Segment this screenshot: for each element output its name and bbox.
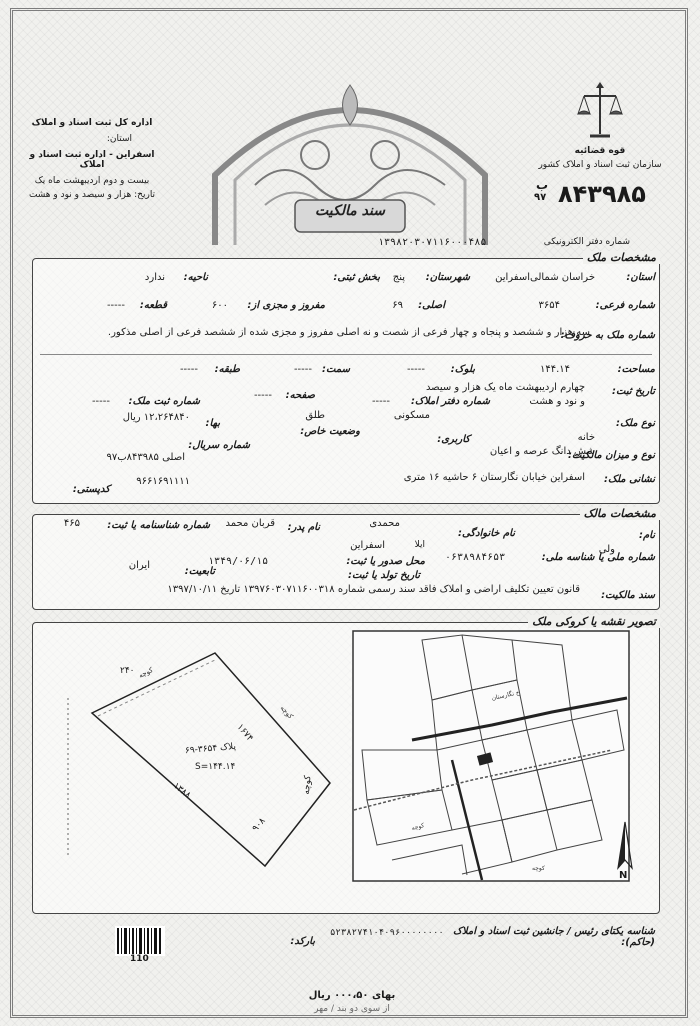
main-label: اصلی: xyxy=(418,300,445,311)
svg-text:کوچه: کوچه xyxy=(410,822,425,832)
north-label: N xyxy=(619,870,628,881)
floor-value: ----- xyxy=(179,364,198,375)
north-arrow-icon xyxy=(612,818,638,878)
unique-id: ۵۲۳۸۲۷۴۱۰۴۰۹۶۰۰۰۰۰۰۰۰ xyxy=(330,928,444,938)
block-label: بلوک: xyxy=(450,364,475,375)
reg-date-value-1: چهارم اردیبهشت ماه یک هزار و سیصد xyxy=(425,382,585,393)
serial-prefix: ب xyxy=(536,178,549,192)
status-label: وضعیت خاص: xyxy=(300,426,360,437)
issue-place-hand: ایلا xyxy=(414,540,425,550)
parcel-label: قطعه: xyxy=(139,300,167,311)
father-label: نام پدر: xyxy=(287,522,320,533)
birth-date-value: ۱۳۴۹/۰۶/۱۵ xyxy=(208,556,269,567)
father-value: قربان محمد xyxy=(225,518,275,529)
price-label: بها: xyxy=(205,418,220,429)
ornament-banner xyxy=(195,55,505,255)
svg-text:کوچه: کوچه xyxy=(278,703,295,721)
property-section-title: مشخصات ملک xyxy=(583,251,660,264)
office-label: شماره دفتر املاک: xyxy=(410,396,490,407)
parcel-plot-label: پلاک ۳۶۵۴-۶۹ xyxy=(184,741,237,757)
header-right-line1: قوه قضائیه xyxy=(574,146,626,156)
header-left-line1: اداره کل ثبت اسناد و املاک xyxy=(31,118,153,128)
separated-label: مفروز و مجزی از: xyxy=(247,300,325,311)
national-label: شماره ملی یا شناسه ملی: xyxy=(541,552,655,563)
banner-title: سند مالکیت xyxy=(315,203,385,219)
district-value: پنج xyxy=(392,272,405,283)
sub-number-label: شماره فرعی: xyxy=(595,300,655,311)
family-label: نام خانوادگی: xyxy=(457,528,515,539)
share-label: نوع و میزان مالکیت: xyxy=(567,450,655,461)
signature-label: شناسه یکتای رئیس / جانشین ثبت اسناد و املاک (حاکم): xyxy=(452,926,655,948)
svg-text:کوچه: کوچه xyxy=(532,865,545,872)
edge-label-4: ۹۰۸ xyxy=(250,816,268,834)
postal-value: ۹۶۶۱۶۹۱۱۱۱ xyxy=(136,476,190,487)
status-value: طلق xyxy=(305,410,325,421)
reg-no-value: ----- xyxy=(91,396,110,407)
barcode-number: 110 xyxy=(130,954,149,964)
area-size-label: مساحت: xyxy=(617,364,655,375)
province-value: خراسان شمالی xyxy=(529,272,595,283)
page-value: ----- xyxy=(253,390,272,401)
street-label: کوچه xyxy=(301,774,314,796)
type-label: نوع ملک: xyxy=(615,418,655,429)
map-section-title: تصویر نقشه یا کروکی ملک xyxy=(528,615,660,628)
property-box xyxy=(32,258,660,504)
document-label: سند مالکیت: xyxy=(601,590,655,601)
birth-id-value: ۴۶۵ xyxy=(63,518,80,529)
address-label: نشانی ملک: xyxy=(604,474,655,485)
serial-label: شماره سریال: xyxy=(188,440,250,451)
province-label: استان: xyxy=(626,272,655,283)
judiciary-emblem-icon xyxy=(570,78,630,142)
edge-label-1: ۲۴۰ xyxy=(120,666,135,676)
svg-text:خ نگارستان: خ نگارستان xyxy=(490,689,521,702)
price-sub: از سوی دو بند / مهر xyxy=(314,1004,390,1014)
svg-text:کوچه: کوچه xyxy=(137,666,155,680)
header-left-date1: بیست و دوم اردیبهشت ماه یک xyxy=(34,176,150,186)
header-left-line2: استان: xyxy=(106,134,132,144)
parcel-value: ----- xyxy=(106,300,125,311)
header-left-line3: اسفراین - اداره ثبت اسناد و املاک xyxy=(29,150,155,170)
sub-number-value: ۳۶۵۴ xyxy=(538,300,560,311)
nationality-label: تابعیت: xyxy=(184,566,215,577)
usage-label: کاربری: xyxy=(437,434,470,445)
edge-label-2: ۱۶۷۴ xyxy=(234,722,255,744)
area-value: ندارد xyxy=(144,272,165,283)
separated-value: ۶۰۰ xyxy=(211,300,228,311)
parcel-sketch xyxy=(40,638,340,888)
reg-date-value-2: و نود و هشت xyxy=(529,396,585,407)
birth-date-label: تاریخ تولد یا ثبت: xyxy=(347,570,420,581)
county-label: شهرستان: xyxy=(425,272,470,283)
electronic-label: شماره دفتر الکترونیکی xyxy=(543,237,630,247)
issue-place-label: محل صدور یا ثبت: xyxy=(346,556,425,567)
area-size-value: ۱۴۴.۱۴ xyxy=(539,364,570,375)
edge-label-3: ۱۳۸۸ xyxy=(170,781,193,801)
birth-id-label: شماره شناسنامه یا ثبت: xyxy=(107,520,210,531)
family-value: محمدی xyxy=(369,518,400,529)
usage-value: مسکونی xyxy=(393,410,430,421)
side-value: ----- xyxy=(293,364,312,375)
price-value: ۱۲،۲۶۴۸۴۰ ریال xyxy=(122,412,190,423)
letters-label: شماره ملک به حروف: xyxy=(560,330,655,341)
owner-section-title: مشخصات مالک xyxy=(580,507,660,520)
share-value: شش دانگ عرصه و اعیان xyxy=(489,446,595,457)
issue-place-value: اسفراین xyxy=(350,540,385,551)
name-label: نام: xyxy=(638,530,655,541)
name-value: ولی xyxy=(598,544,615,555)
county-value: اسفراین xyxy=(495,272,530,283)
page-label: صفحه: xyxy=(285,390,315,401)
header-right-line2: سازمان ثبت اسناد و املاک کشور xyxy=(538,160,662,170)
price-text: بهای ۰۰۰،۵۰ ریال xyxy=(308,990,396,1001)
office-value: ----- xyxy=(371,396,390,407)
nationality-value: ایران xyxy=(128,560,150,571)
electronic-number: ۱۳۹۸۲۰۳۰۷۱۱۶۰۰۰۴۸۵ xyxy=(378,237,487,248)
serial-number: ۸۴۳۹۸۵ xyxy=(558,180,646,208)
postal-label: کدپستی: xyxy=(72,484,110,495)
letters-value: سه هزار و ششصد و پنجاه و چهار فرعی از شصت و نه اصلی مفروز و مجزی شده از ششصد فرعی از اصلی مذکور. xyxy=(107,327,590,338)
block-value: ----- xyxy=(406,364,425,375)
address-value: اسفراین خیابان نگارستان ۶ حاشیه ۱۶ متری xyxy=(403,472,585,483)
side-label: سمت: xyxy=(322,364,350,375)
reg-no-label: شماره ثبت ملک: xyxy=(128,396,200,407)
parcel-area-label: S=۱۴۴.۱۴ xyxy=(195,762,236,772)
national-value: ۰۶۳۸۹۸۴۶۵۳ xyxy=(445,552,506,563)
area-label: ناحیه: xyxy=(183,272,208,283)
location-map xyxy=(352,630,630,882)
main-value: ۶۹ xyxy=(392,300,403,311)
type-value: خانه xyxy=(577,432,595,443)
district-label: بخش ثبتی: xyxy=(333,272,380,283)
reg-date-label: تاریخ ثبت: xyxy=(612,386,655,397)
serial-sub: ۹۷ xyxy=(534,192,547,203)
floor-label: طبقه: xyxy=(214,364,240,375)
barcode-label: بارکد: xyxy=(290,936,315,947)
header-left-date2: تاریخ: هزار و سیصد و نود و هشت xyxy=(28,190,156,200)
divider-1 xyxy=(40,354,652,355)
serial-value: اصلی ۸۴۳۹۸۵ب۹۷ xyxy=(106,452,185,463)
document-value: قانون تعیین تکلیف اراضی و املاک فاقد سند رسمی شماره ۱۳۹۷۶۰۳۰۷۱۱۶۰۰۳۱۸ تاریخ ۱۳۹۷/۱۰/۱۱ xyxy=(167,584,580,595)
